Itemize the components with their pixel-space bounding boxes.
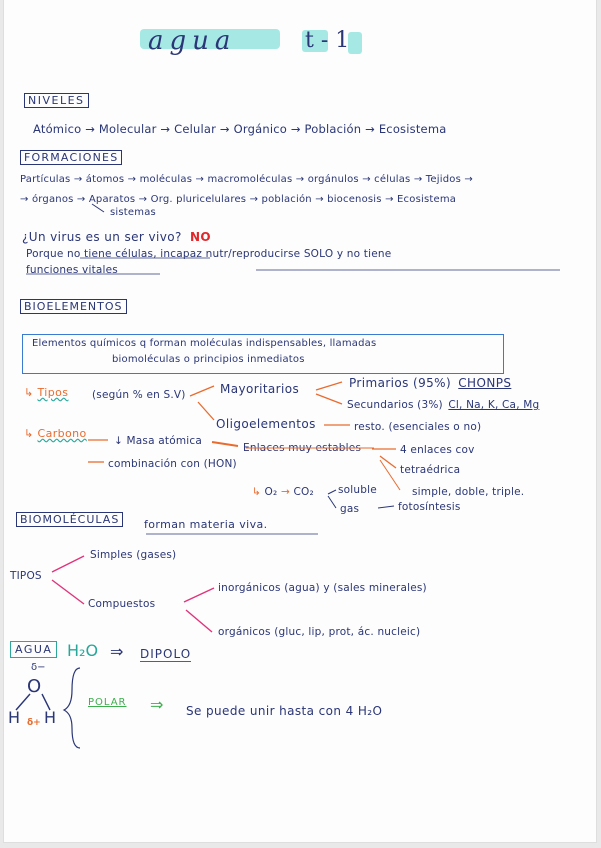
section-agua-header: AGUA xyxy=(10,641,57,658)
section-niveles-header: NIVELES xyxy=(24,93,89,108)
nivel-item: Atómico xyxy=(33,122,82,136)
virus-question xyxy=(22,230,211,244)
tipos-text: Tipos xyxy=(37,386,69,399)
biomoleculas-tipos: TIPOS xyxy=(10,570,42,582)
compuestos: Compuestos xyxy=(88,598,156,610)
secundarios-elements: Cl, Na, K, Ca, Mg xyxy=(448,399,540,411)
tipos-label: ↳ Tipos xyxy=(24,386,69,399)
soluble: soluble xyxy=(338,484,377,496)
masa-atomica: ↓ Masa atómica xyxy=(114,435,202,447)
primarios-elements: CHONPS xyxy=(458,376,512,390)
secundarios xyxy=(347,399,539,411)
simples: Simples (gases) xyxy=(90,549,177,561)
nivel-item: Población xyxy=(304,122,362,136)
tipos-note: (según % en S.V) xyxy=(92,389,186,401)
carbono-label: ↳ Carbono xyxy=(24,427,87,440)
combinacion: combinación con (HON) xyxy=(108,458,237,470)
formaciones-line-2: → órganos → Aparatos → Org. pluricelulares → población → biocenosis → Ecosistema xyxy=(20,194,457,205)
enlace-tipos: simple, doble, triple. xyxy=(412,486,525,498)
hydrogen-right: H xyxy=(44,708,57,727)
cuatro-enlaces: 4 enlaces cov xyxy=(400,444,475,456)
dipolo-text: DIPOLO xyxy=(140,647,192,661)
polar-arrow: ⇒ xyxy=(150,695,164,714)
nivel-item: Orgánico xyxy=(233,122,287,136)
polar-label: POLAR xyxy=(88,697,127,708)
biomoleculas-note: forman materia viva. xyxy=(144,518,268,531)
oligo-resto: resto. (esenciales o no) xyxy=(354,421,482,433)
virus-question-text: ¿Un virus es un ser vivo? xyxy=(22,230,182,244)
enlaces-estables: Enlaces muy estables xyxy=(243,442,362,454)
nivel-item: Ecosistema xyxy=(378,122,447,136)
oxygen-atom: O xyxy=(27,676,42,697)
formaciones-line-1: Partículas → átomos → moléculas → macromoléculas → orgánulos → células → Tejidos → xyxy=(20,174,473,185)
organicos: orgánicos (gluc, lip, prot, ác. nucleic) xyxy=(218,626,421,638)
primarios-text: Primarios (95%) xyxy=(349,376,452,390)
agua-union: Se puede unir hasta con 4 H₂O xyxy=(186,704,383,718)
agua-formula: H₂O xyxy=(67,641,99,660)
tetraedrica: tetraédrica xyxy=(400,464,461,476)
hydrogen-left: H xyxy=(8,708,21,727)
secundarios-text: Secundarios (3%) xyxy=(347,399,443,411)
delta-plus: δ+ xyxy=(27,718,41,728)
formaciones-line-3: sistemas xyxy=(110,207,156,218)
oligoelementos: Oligoelementos xyxy=(216,417,316,431)
delta-minus: δ− xyxy=(31,662,46,673)
co2-chain: ↳ O₂ → CO₂ xyxy=(252,486,314,498)
section-bioelementos-header: BIOELEMENTOS xyxy=(20,299,127,314)
agua-arrow: ⇒ xyxy=(110,642,124,661)
agua-dipolo xyxy=(140,647,191,661)
definition-line-1: Elementos químicos q forman moléculas indispensables, llamadas xyxy=(32,338,377,349)
niveles-chain: Atómico → Molecular → Celular → Orgánico → Población → Ecosistema xyxy=(33,122,447,136)
nivel-item: Molecular xyxy=(98,122,157,136)
virus-answer: NO xyxy=(189,230,211,244)
page-title: agua xyxy=(148,26,237,56)
virus-reason-line-2: funciones vitales xyxy=(26,264,118,276)
section-formaciones-header: FORMACIONES xyxy=(20,150,122,165)
definition-line-2: biomoléculas o principios inmediatos xyxy=(112,354,305,365)
gas: gas xyxy=(340,503,360,515)
carbono-text: Carbono xyxy=(37,427,87,440)
inorganicos: inorgánicos (agua) y (sales minerales) xyxy=(218,582,427,594)
mayoritarios: Mayoritarios xyxy=(220,382,300,396)
page-unit: t-1 xyxy=(305,28,357,53)
virus-reason-line-1: Porque no tiene células, incapaz nutr/reproducirse SOLO y no tiene xyxy=(26,248,392,260)
co2: CO₂ xyxy=(293,486,314,498)
nivel-item: Celular xyxy=(174,122,217,136)
fotosintesis: fotosíntesis xyxy=(398,501,461,513)
section-biomoleculas-header: BIOMOLÉCULAS xyxy=(16,512,123,527)
primarios xyxy=(349,376,511,390)
o2: O₂ xyxy=(264,486,278,498)
